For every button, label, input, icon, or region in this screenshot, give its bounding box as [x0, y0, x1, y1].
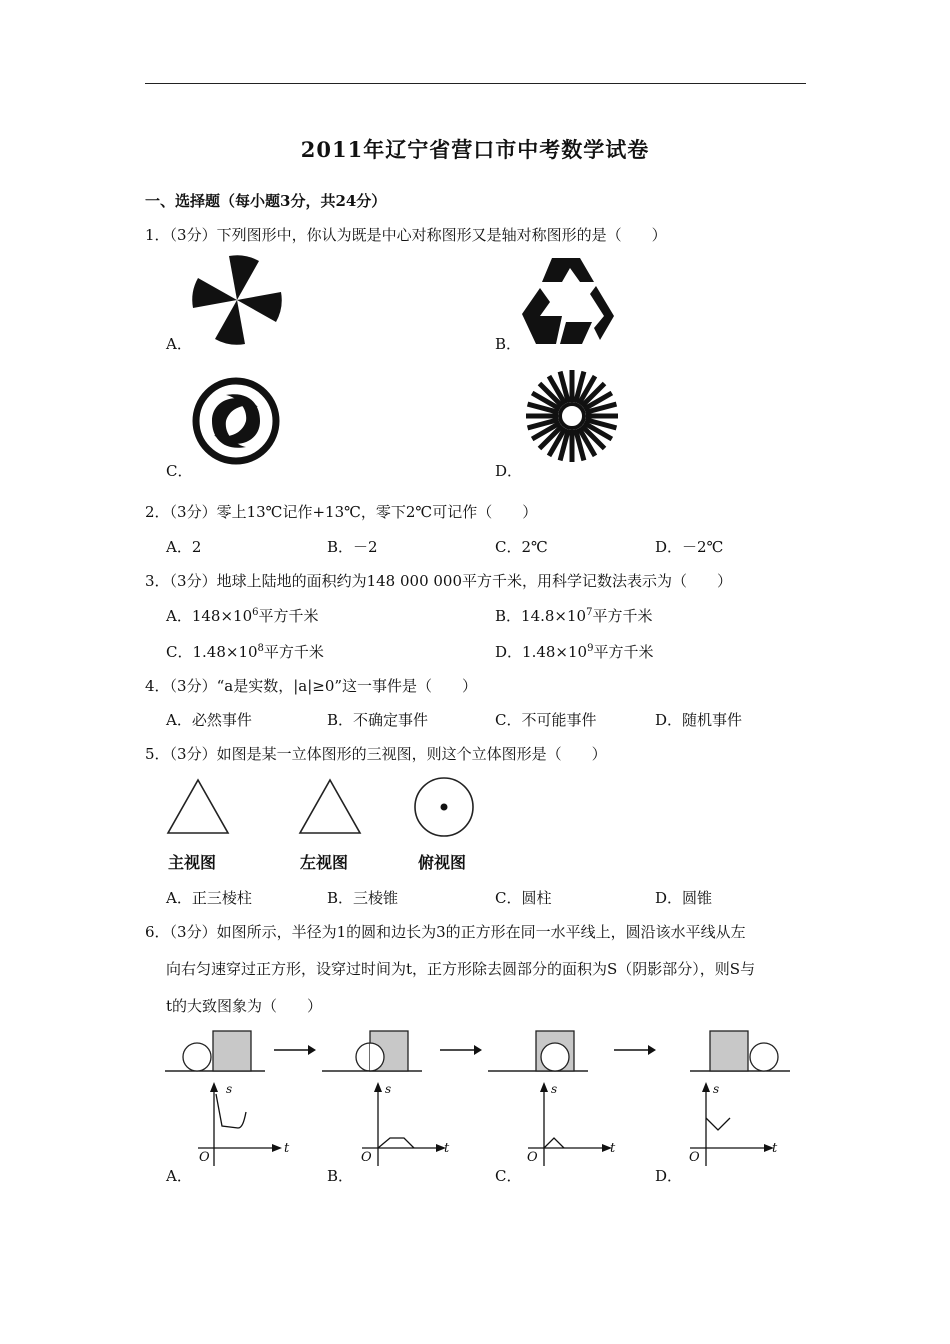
graph-b-origin: O — [361, 1150, 372, 1165]
motion-stage-2 — [322, 1028, 422, 1074]
q3-option-a: A．$148\times 10^6$平方千米 — [166, 607, 319, 625]
q6-option-a: A． — [166, 1167, 192, 1185]
graph-b-axis-s: s — [385, 1082, 392, 1096]
top-view-circle — [412, 775, 476, 839]
question-3-stem: 3．（3分）地球上陆地的面积约为148 000 000平方千米，用科学记数法表示为（ ） — [145, 572, 733, 590]
q5-option-c: C．圆柱 — [495, 889, 552, 907]
graph-d-axis-s: s — [713, 1082, 720, 1096]
q1-option-b: B． — [495, 335, 522, 353]
question-6-line-2: 向右匀速穿过正方形，设穿过时间为t，正方形除去圆部分的面积为S（阴影部分），则S与 — [166, 960, 756, 978]
q2-option-d: D．－2℃ — [655, 538, 724, 556]
q4-option-d: D．随机事件 — [655, 711, 743, 729]
graph-c-origin: O — [527, 1150, 538, 1165]
sunburst-spiral-figure — [522, 368, 622, 464]
q2-option-c: C．2℃ — [495, 538, 548, 556]
graph-b-axis-t: t — [444, 1141, 450, 1156]
recycle-triangle-figure — [522, 258, 614, 346]
graph-option-a — [196, 1082, 292, 1168]
q5-option-d: D．圆锥 — [655, 889, 713, 907]
q2-option-b: B．－2 — [327, 538, 378, 556]
q6-option-b: B． — [327, 1167, 354, 1185]
q3-option-c: C．$1.48\times 10^8$平方千米 — [166, 643, 324, 661]
question-4-stem: 4．（3分）“a是实数，|a|≥0”这一事件是（ ） — [145, 677, 478, 695]
question-5-stem: 5．（3分）如图是某一立体图形的三视图，则这个立体图形是（ ） — [145, 745, 607, 763]
ring-emblem-figure — [190, 377, 282, 465]
section-heading: 一、选择题（每小题3分，共24分） — [145, 192, 387, 210]
graph-c-axis-t: t — [610, 1141, 616, 1156]
right-arrow-icon — [272, 1043, 316, 1057]
question-2-stem: 2．（3分）零上13℃记作+13℃，零下2℃可记作（ ） — [145, 503, 538, 521]
motion-stage-4 — [690, 1028, 790, 1074]
question-6-line-3: t的大致图象为（ ） — [166, 997, 323, 1015]
q6-option-d: D． — [655, 1167, 683, 1185]
q3-option-d: D．$1.48\times 10^9$平方千米 — [495, 643, 654, 661]
graph-d-axis-t: t — [772, 1141, 778, 1156]
question-1-stem: 1．（3分）下列图形中，你认为既是中心对称图形又是轴对称图形的是（ ） — [145, 226, 667, 244]
q4-option-a: A．必然事件 — [166, 711, 252, 729]
q1-option-c: C． — [166, 462, 193, 480]
q6-option-c: C． — [495, 1167, 522, 1185]
motion-stage-3 — [488, 1028, 588, 1074]
side-view-triangle — [297, 778, 363, 836]
side-view-caption: 左视图 — [300, 853, 349, 872]
graph-a-axis-t: t — [284, 1141, 290, 1156]
q4-option-c: C．不可能事件 — [495, 711, 597, 729]
graph-d-origin: O — [689, 1150, 700, 1165]
pinwheel-figure — [190, 255, 285, 345]
q1-option-d: D． — [495, 462, 523, 480]
graph-c-axis-s: s — [551, 1082, 558, 1096]
q4-option-b: B．不确定事件 — [327, 711, 429, 729]
top-view-caption: 俯视图 — [418, 853, 467, 872]
right-arrow-icon — [438, 1043, 482, 1057]
front-view-caption: 主视图 — [168, 853, 217, 872]
front-view-triangle — [165, 778, 231, 836]
right-arrow-icon — [612, 1043, 656, 1057]
q2-option-a: A．2 — [166, 538, 202, 556]
question-6-line-1: 6．（3分）如图所示，半径为1的圆和边长为3的正方形在同一水平线上，圆沿该水平线从左 — [145, 923, 746, 941]
motion-stage-1 — [165, 1028, 265, 1074]
q1-option-a: A． — [166, 335, 192, 353]
q3-option-b: B．$14.8\times 10^7$平方千米 — [495, 607, 653, 625]
header-rule — [145, 83, 806, 84]
graph-a-axis-s: s — [226, 1082, 233, 1096]
page-title: 2011年辽宁省营口市中考数学试卷 — [300, 137, 650, 162]
graph-a-origin: O — [199, 1150, 210, 1165]
q5-option-b: B．三棱锥 — [327, 889, 399, 907]
q5-option-a: A．正三棱柱 — [166, 889, 252, 907]
